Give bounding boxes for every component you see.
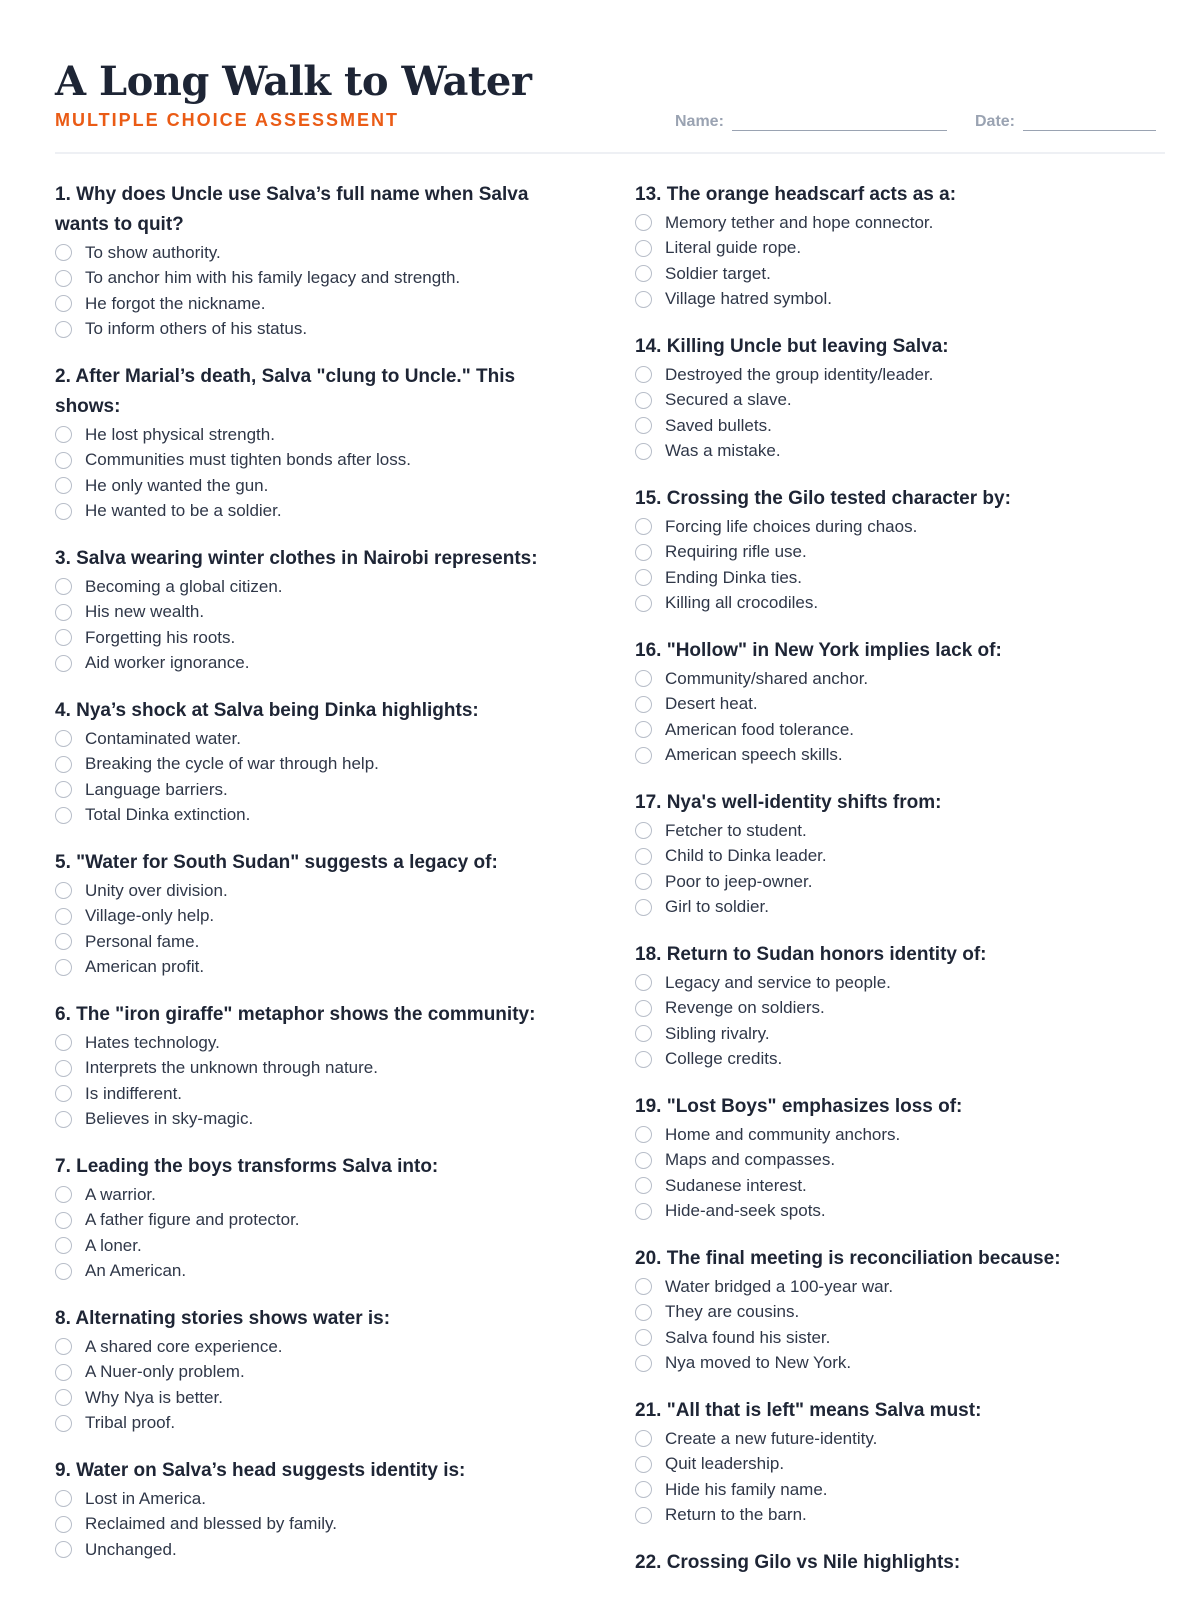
answer-options (635, 1274, 1175, 1376)
question-block (55, 848, 585, 980)
radio-button-icon[interactable] (635, 265, 652, 282)
radio-button-icon[interactable] (635, 1203, 652, 1220)
answer-option[interactable] (55, 266, 585, 292)
answer-option[interactable] (55, 1208, 585, 1234)
radio-button-icon[interactable] (55, 1364, 72, 1381)
question-text: 15. Crossing the Gilo tested character by: (635, 488, 1011, 509)
answer-option-label: Lost in America. (85, 1488, 206, 1508)
answer-option[interactable] (635, 743, 1175, 769)
radio-button-icon[interactable] (635, 1430, 652, 1447)
answer-option-label: His new wealth. (85, 602, 205, 622)
radio-button-icon[interactable] (55, 1034, 72, 1051)
answer-option-label: American speech skills. (665, 745, 843, 765)
answer-option-label: Water bridged a 100-year war. (665, 1276, 894, 1296)
answer-option[interactable] (635, 692, 1175, 718)
answer-option-label: Destroyed the group identity/leader. (665, 364, 934, 384)
answer-option[interactable] (55, 1385, 585, 1411)
radio-button-icon[interactable] (635, 721, 652, 738)
radio-button-icon[interactable] (635, 670, 652, 687)
answer-option[interactable] (55, 448, 585, 474)
answer-option-label: Aid worker ignorance. (85, 653, 250, 673)
question-text: 18. Return to Sudan honors identity of: (635, 944, 987, 965)
answer-option[interactable] (635, 362, 1175, 388)
answer-option-label: American profit. (85, 957, 205, 977)
answer-option-label: A Nuer-only problem. (85, 1362, 245, 1382)
answer-option[interactable] (635, 1351, 1175, 1377)
radio-button-icon[interactable] (55, 882, 72, 899)
answer-option[interactable] (635, 1173, 1175, 1199)
answer-option-label: Fetcher to student. (665, 820, 807, 840)
radio-button-icon[interactable] (635, 1355, 652, 1372)
question-text: 19. "Lost Boys" emphasizes loss of: (635, 1096, 963, 1117)
answer-option[interactable] (55, 803, 585, 829)
answer-option-label: Requiring rifle use. (665, 542, 807, 562)
answer-option-label: Salva found his sister. (665, 1327, 831, 1347)
answer-option[interactable] (635, 591, 1175, 617)
answer-options (635, 210, 1175, 312)
answer-option-label: Unity over division. (85, 880, 228, 900)
answer-options (635, 362, 1175, 464)
radio-button-icon[interactable] (55, 1490, 72, 1507)
answer-option-label: Desert heat. (665, 694, 758, 714)
question-block (635, 1092, 1175, 1224)
radio-button-icon[interactable] (55, 604, 72, 621)
radio-button-icon[interactable] (55, 933, 72, 950)
answer-option[interactable] (635, 413, 1175, 439)
answer-option-label: Breaking the cycle of war through help. (85, 754, 379, 774)
question-block (635, 332, 1175, 464)
answer-option[interactable] (635, 1047, 1175, 1073)
question-text: 2. After Marial’s death, Salva "clung to Uncle." This shows: (55, 366, 516, 417)
answer-option-label: Forcing life choices during chaos. (665, 516, 918, 536)
answer-options (635, 1426, 1175, 1528)
answer-option-label: Girl to soldier. (665, 897, 769, 917)
answer-option-label: Hide-and-seek spots. (665, 1201, 826, 1221)
question-block (635, 1244, 1175, 1376)
answer-option-label: A loner. (85, 1235, 142, 1255)
answer-option-label: To inform others of his status. (85, 319, 308, 339)
answer-option[interactable] (635, 236, 1175, 262)
answer-option-label: Quit leadership. (665, 1454, 785, 1474)
radio-button-icon[interactable] (55, 1263, 72, 1280)
radio-button-icon[interactable] (55, 629, 72, 646)
answer-option-label: Is indifferent. (85, 1083, 183, 1103)
answer-option[interactable] (635, 1300, 1175, 1326)
answer-options (55, 878, 585, 980)
radio-button-icon[interactable] (55, 321, 72, 338)
answer-option[interactable] (635, 1503, 1175, 1529)
question-text: 5. "Water for South Sudan" suggests a legacy of: (55, 852, 498, 873)
answer-option-label: Interprets the unknown through nature. (85, 1058, 378, 1078)
answer-option[interactable] (55, 1182, 585, 1208)
answer-option[interactable] (55, 499, 585, 525)
question-text: 4. Nya’s shock at Salva being Dinka highlights: (55, 700, 479, 721)
date-label: Date: (975, 113, 1016, 130)
answer-option-label: Hide his family name. (665, 1479, 828, 1499)
radio-button-icon[interactable] (635, 417, 652, 434)
answer-option[interactable] (55, 651, 585, 677)
answer-option[interactable] (55, 422, 585, 448)
answer-option-label: Forgetting his roots. (85, 627, 236, 647)
answer-option-label: A warrior. (85, 1184, 156, 1204)
radio-button-icon[interactable] (635, 569, 652, 586)
radio-button-icon[interactable] (635, 873, 652, 890)
question-text: 20. The final meeting is reconciliation because: (635, 1248, 1061, 1269)
radio-button-icon[interactable] (635, 1507, 652, 1524)
answer-option-label: College credits. (665, 1049, 783, 1069)
answer-option[interactable] (635, 666, 1175, 692)
radio-button-icon[interactable] (55, 1338, 72, 1355)
question-block (635, 636, 1175, 768)
radio-button-icon[interactable] (635, 1278, 652, 1295)
answer-option[interactable] (635, 261, 1175, 287)
radio-button-icon[interactable] (55, 1060, 72, 1077)
answer-options (55, 1486, 585, 1563)
answer-option[interactable] (635, 1426, 1175, 1452)
question-block (635, 788, 1175, 920)
answer-option[interactable] (635, 439, 1175, 465)
answer-option[interactable] (55, 625, 585, 651)
answer-option[interactable] (55, 1259, 585, 1285)
answer-option[interactable] (55, 317, 585, 343)
answer-option[interactable] (55, 752, 585, 778)
question-block (55, 696, 585, 828)
answer-options (55, 726, 585, 828)
answer-option-label: Contaminated water. (85, 728, 241, 748)
answer-option-label: Tribal proof. (85, 1413, 176, 1433)
answer-option[interactable] (635, 869, 1175, 895)
answer-options (635, 666, 1175, 768)
answer-option-label: Reclaimed and blessed by family. (85, 1514, 337, 1534)
radio-button-icon[interactable] (635, 1329, 652, 1346)
answer-option[interactable] (635, 1274, 1175, 1300)
radio-button-icon[interactable] (635, 518, 652, 535)
radio-button-icon[interactable] (55, 426, 72, 443)
question-block (55, 1456, 585, 1563)
answer-option-label: Communities must tighten bonds after loss. (85, 450, 411, 470)
answer-option-label: Nya moved to New York. (665, 1353, 852, 1373)
answer-option-label: Killing all crocodiles. (665, 593, 819, 613)
answer-options (55, 1334, 585, 1436)
radio-button-icon[interactable] (55, 1212, 72, 1229)
radio-button-icon[interactable] (55, 244, 72, 261)
answer-option-label: Legacy and service to people. (665, 972, 891, 992)
answer-options (635, 970, 1175, 1072)
radio-button-icon[interactable] (55, 756, 72, 773)
answer-option[interactable] (635, 1148, 1175, 1174)
question-text: 9. Water on Salva’s head suggests identity is: (55, 1460, 466, 1481)
radio-button-icon[interactable] (635, 848, 652, 865)
answer-option-label: Literal guide rope. (665, 238, 802, 258)
question-block (55, 1152, 585, 1284)
answer-option[interactable] (635, 388, 1175, 414)
question-block (55, 544, 585, 676)
answer-options (55, 1182, 585, 1284)
radio-button-icon[interactable] (635, 1481, 652, 1498)
radio-button-icon[interactable] (635, 1152, 652, 1169)
question-text: 1. Why does Uncle use Salva’s full name when Salva wants to quit? (55, 184, 529, 235)
answer-option[interactable] (55, 574, 585, 600)
radio-button-icon[interactable] (55, 578, 72, 595)
radio-button-icon[interactable] (55, 807, 72, 824)
answer-option[interactable] (55, 777, 585, 803)
answer-option[interactable] (635, 844, 1175, 870)
radio-button-icon[interactable] (55, 1389, 72, 1406)
answer-option[interactable] (55, 1081, 585, 1107)
answer-option-label: Community/shared anchor. (665, 668, 869, 688)
radio-button-icon[interactable] (55, 1111, 72, 1128)
radio-button-icon[interactable] (55, 781, 72, 798)
question-text: 17. Nya's well-identity shifts from: (635, 792, 942, 813)
answer-option[interactable] (635, 895, 1175, 921)
radio-button-icon[interactable] (635, 1025, 652, 1042)
answer-option-label: American food tolerance. (665, 719, 854, 739)
radio-button-icon[interactable] (635, 1177, 652, 1194)
radio-button-icon[interactable] (55, 730, 72, 747)
radio-button-icon[interactable] (55, 1516, 72, 1533)
radio-button-icon[interactable] (635, 595, 652, 612)
answer-option-label: Revenge on soldiers. (665, 998, 825, 1018)
answer-option-label: Sudanese interest. (665, 1175, 807, 1195)
answer-options (55, 574, 585, 676)
answer-option[interactable] (55, 1360, 585, 1386)
answer-option[interactable] (55, 1537, 585, 1563)
radio-button-icon[interactable] (635, 1126, 652, 1143)
answer-option[interactable] (55, 473, 585, 499)
answer-option-label: Believes in sky-magic. (85, 1109, 254, 1129)
question-block (55, 1304, 585, 1436)
answer-option-label: He wanted to be a soldier. (85, 501, 282, 521)
name-label: Name: (675, 113, 724, 130)
answer-option[interactable] (55, 1030, 585, 1056)
answer-option-label: Village-only help. (85, 906, 215, 926)
radio-button-icon[interactable] (55, 1541, 72, 1558)
answer-option[interactable] (635, 1199, 1175, 1225)
answer-option-label: Total Dinka extinction. (85, 805, 251, 825)
answer-option-label: He only wanted the gun. (85, 475, 269, 495)
answer-options (55, 422, 585, 524)
answer-option-label: Personal fame. (85, 931, 200, 951)
answer-option[interactable] (635, 1122, 1175, 1148)
question-text: 3. Salva wearing winter clothes in Nairobi represents: (55, 548, 538, 569)
answer-option-label: Language barriers. (85, 779, 228, 799)
answer-option[interactable] (55, 1334, 585, 1360)
answer-option-label: Sibling rivalry. (665, 1023, 770, 1043)
answer-option-label: Soldier target. (665, 263, 771, 283)
radio-button-icon[interactable] (55, 270, 72, 287)
answer-option-label: An American. (85, 1261, 187, 1281)
page-subtitle: MULTIPLE CHOICE ASSESSMENT (55, 110, 400, 130)
question-text: 22. Crossing Gilo vs Nile highlights: (635, 1552, 961, 1573)
answer-option[interactable] (635, 540, 1175, 566)
answer-option[interactable] (55, 878, 585, 904)
answer-option[interactable] (635, 1452, 1175, 1478)
question-block (635, 940, 1175, 1072)
answer-option-label: A father figure and protector. (85, 1210, 300, 1230)
answer-option[interactable] (55, 600, 585, 626)
page-title: A Long Walk to Water (55, 58, 532, 105)
question-text: 7. Leading the boys transforms Salva into: (55, 1156, 439, 1177)
radio-button-icon[interactable] (635, 291, 652, 308)
questions-column-left (55, 180, 585, 1600)
question-block (55, 180, 585, 342)
radio-button-icon[interactable] (635, 974, 652, 991)
question-block (635, 180, 1175, 312)
radio-button-icon[interactable] (635, 443, 652, 460)
answer-option-label: Memory tether and hope connector. (665, 212, 934, 232)
answer-option-label: Saved bullets. (665, 415, 772, 435)
date-input-line[interactable] (1023, 112, 1156, 131)
answer-option-label: Hates technology. (85, 1032, 220, 1052)
radio-button-icon[interactable] (635, 822, 652, 839)
answer-option[interactable] (55, 1486, 585, 1512)
question-block (635, 1396, 1175, 1528)
answer-option[interactable] (55, 1056, 585, 1082)
answer-option[interactable] (55, 1107, 585, 1133)
answer-option-label: Unchanged. (85, 1539, 177, 1559)
answer-option[interactable] (635, 1477, 1175, 1503)
answer-option[interactable] (635, 1021, 1175, 1047)
answer-option[interactable] (55, 1233, 585, 1259)
radio-button-icon[interactable] (55, 959, 72, 976)
question-block (635, 484, 1175, 616)
answer-option[interactable] (55, 1512, 585, 1538)
answer-option[interactable] (635, 565, 1175, 591)
question-text: 6. The "iron giraffe" metaphor shows the community: (55, 1004, 536, 1025)
radio-button-icon[interactable] (635, 696, 652, 713)
answer-option[interactable] (55, 904, 585, 930)
radio-button-icon[interactable] (55, 503, 72, 520)
answer-option-label: Poor to jeep-owner. (665, 871, 813, 891)
answer-option-label: Maps and compasses. (665, 1150, 836, 1170)
answer-options (635, 1122, 1175, 1224)
answer-option[interactable] (55, 726, 585, 752)
question-text: 16. "Hollow" in New York implies lack of: (635, 640, 1002, 661)
radio-button-icon[interactable] (635, 1051, 652, 1068)
answer-option-label: Create a new future-identity. (665, 1428, 878, 1448)
answer-option[interactable] (635, 818, 1175, 844)
answer-option[interactable] (55, 1411, 585, 1437)
answer-option-label: Was a mistake. (665, 441, 781, 461)
answer-option-label: Return to the barn. (665, 1505, 807, 1525)
worksheet-header (55, 52, 1165, 154)
question-text: 8. Alternating stories shows water is: (55, 1308, 391, 1329)
radio-button-icon[interactable] (635, 1000, 652, 1017)
answer-option-label: To show authority. (85, 242, 221, 262)
answer-option[interactable] (635, 210, 1175, 236)
answer-option-label: Why Nya is better. (85, 1387, 223, 1407)
question-text: 14. Killing Uncle but leaving Salva: (635, 336, 949, 357)
radio-button-icon[interactable] (635, 240, 652, 257)
radio-button-icon[interactable] (55, 655, 72, 672)
answer-option-label: Secured a slave. (665, 390, 792, 410)
question-block (55, 362, 585, 524)
radio-button-icon[interactable] (55, 1085, 72, 1102)
radio-button-icon[interactable] (55, 295, 72, 312)
name-input-line[interactable] (732, 112, 947, 131)
answer-option[interactable] (55, 240, 585, 266)
radio-button-icon[interactable] (635, 392, 652, 409)
answer-option-label: Child to Dinka leader. (665, 846, 827, 866)
answer-option[interactable] (55, 955, 585, 981)
radio-button-icon[interactable] (55, 1186, 72, 1203)
radio-button-icon[interactable] (635, 544, 652, 561)
answer-option-label: Home and community anchors. (665, 1124, 901, 1144)
radio-button-icon[interactable] (55, 477, 72, 494)
answer-options (55, 240, 585, 342)
radio-button-icon[interactable] (635, 1304, 652, 1321)
question-block (635, 1548, 1175, 1578)
radio-button-icon[interactable] (635, 899, 652, 916)
radio-button-icon[interactable] (635, 214, 652, 231)
answer-option-label: He forgot the nickname. (85, 293, 266, 313)
answer-option[interactable] (635, 287, 1175, 313)
radio-button-icon[interactable] (55, 452, 72, 469)
radio-button-icon[interactable] (635, 1456, 652, 1473)
date-field[interactable] (975, 112, 1156, 131)
radio-button-icon[interactable] (55, 908, 72, 925)
answer-options (55, 1030, 585, 1132)
answer-option[interactable] (635, 1325, 1175, 1351)
answer-option[interactable] (635, 970, 1175, 996)
answer-option-label: He lost physical strength. (85, 424, 275, 444)
answer-options (635, 818, 1175, 920)
answer-option[interactable] (635, 996, 1175, 1022)
answer-option-label: Ending Dinka ties. (665, 567, 803, 587)
answer-options (635, 514, 1175, 616)
question-text: 21. "All that is left" means Salva must: (635, 1400, 982, 1421)
question-block (55, 1000, 585, 1132)
answer-option-label: They are cousins. (665, 1302, 800, 1322)
radio-button-icon[interactable] (635, 747, 652, 764)
questions-column-right (635, 180, 1175, 1600)
answer-option[interactable] (55, 291, 585, 317)
radio-button-icon[interactable] (635, 366, 652, 383)
name-field[interactable] (675, 112, 947, 131)
answer-option[interactable] (635, 717, 1175, 743)
answer-option-label: A shared core experience. (85, 1336, 283, 1356)
answer-option[interactable] (55, 929, 585, 955)
answer-option-label: Village hatred symbol. (665, 289, 832, 309)
radio-button-icon[interactable] (55, 1237, 72, 1254)
radio-button-icon[interactable] (55, 1415, 72, 1432)
answer-option-label: To anchor him with his family legacy and strength. (85, 268, 461, 288)
question-text: 13. The orange headscarf acts as a: (635, 184, 957, 205)
answer-option[interactable] (635, 514, 1175, 540)
answer-option-label: Becoming a global citizen. (85, 576, 283, 596)
